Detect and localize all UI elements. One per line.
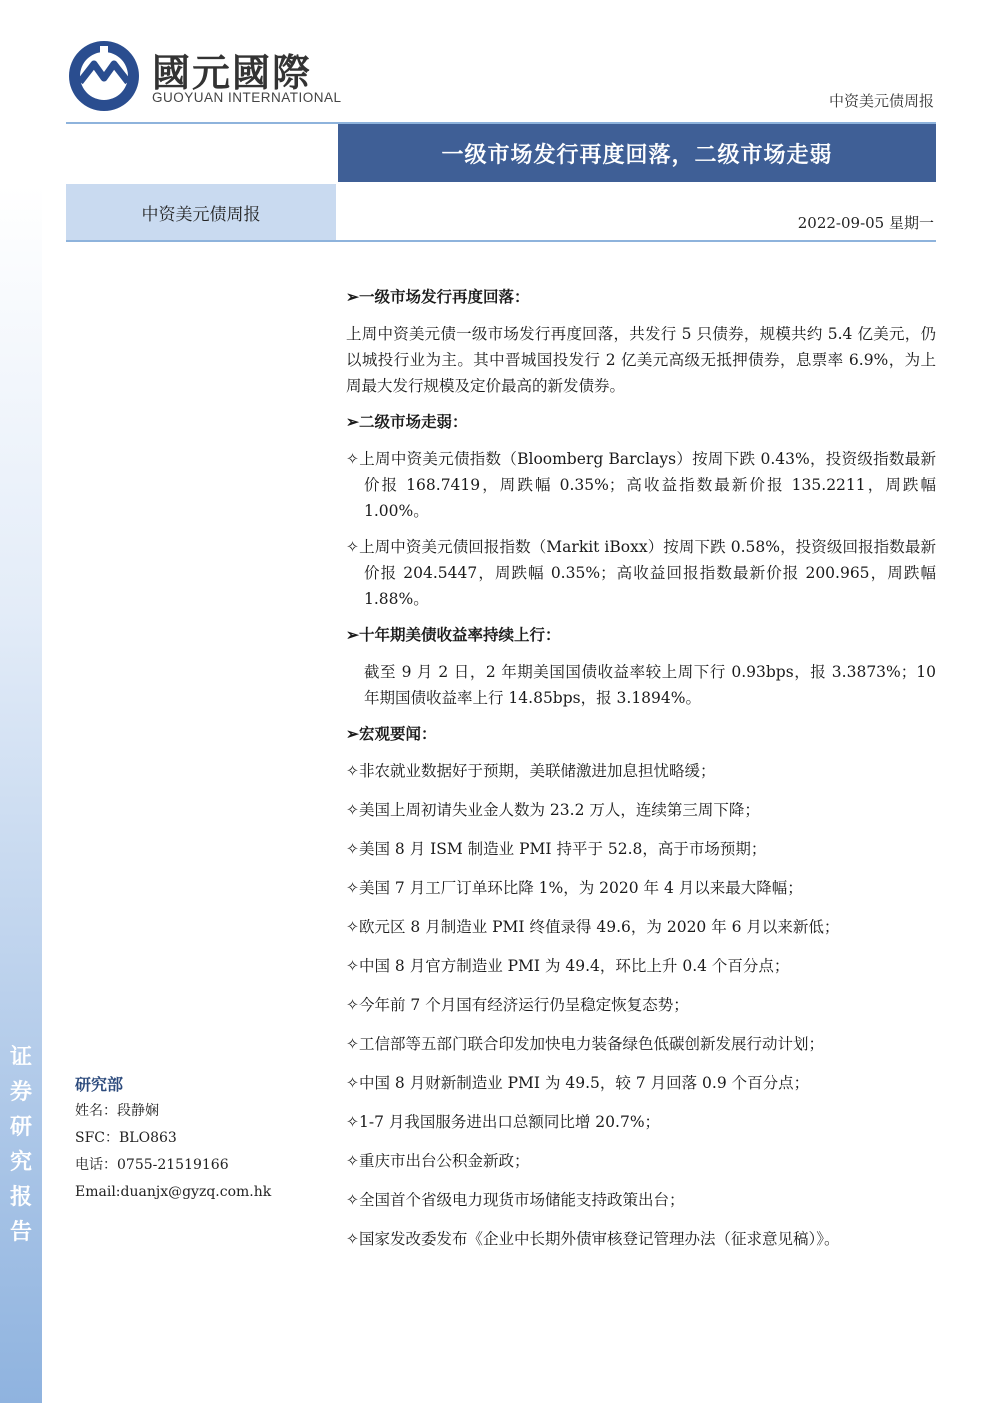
macro-news-item: ✧欧元区 8 月制造业 PMI 终值录得 49.6，为 2020 年 6 月以来新低； (346, 918, 840, 936)
department-heading: 研究部 (75, 1075, 124, 1094)
section-heading-primary: ➢一级市场发行再度回落： (346, 287, 530, 306)
analyst-phone: 电话：0755-21519166 (75, 1157, 229, 1173)
macro-news-item: ✧工信部等五部门联合印发加快电力装备绿色低碳创新发展行动计划； (346, 1035, 824, 1053)
macro-news-item: ✧非农就业数据好于预期，美联储激进加息担忧略缓； (346, 762, 716, 780)
analyst-sfc: SFC：BLO863 (75, 1130, 177, 1146)
section-heading-macro: ➢宏观要闻： (346, 724, 437, 743)
report-type-label: 中资美元债周报 (828, 92, 934, 110)
side-vertical-label: 证券研究报告 (9, 1044, 32, 1245)
macro-news-item: ✧中国 8 月官方制造业 PMI 为 49.4，环比上升 0.4 个百分点； (346, 957, 790, 975)
subheader-divider (66, 240, 936, 242)
secondary-bullet: ✧上周中资美元债回报指数（Markit iBoxx）按周下跌 0.58%，投资级回报指数最新价报 204.5447，周跌幅 0.35%；高收益回报指数最新价报 200.965，周跌幅 1.88%。 (346, 538, 936, 608)
macro-news-item: ✧美国上周初请失业金人数为 23.2 万人，连续第三周下降； (346, 801, 760, 819)
logo-chinese-name: 國元國際 (152, 51, 313, 95)
analyst-name: 姓名：段静娴 (75, 1103, 159, 1119)
secondary-bullet: ✧上周中资美元债指数（Bloomberg Barclays）按周下跌 0.43%，投资级指数最新价报 168.7419，周跌幅 0.35%；高收益指数最新价报 135.2211，周跌幅 1.00%。 (346, 450, 936, 520)
macro-news-item: ✧美国 8 月 ISM 制造业 PMI 持平于 52.8，高于市场预期； (346, 840, 767, 858)
treasury-paragraph: 截至 9 月 2 日，2 年期美国国债收益率较上周下行 0.93bps，报 3.3873%；10 年期国债收益率上行 14.85bps，报 3.1894%。 (364, 663, 936, 707)
macro-news-item: ✧1-7 月我国服务进出口总额同比增 20.7%； (346, 1113, 661, 1131)
logo-emblem-icon (66, 38, 142, 114)
section-heading-secondary: ➢二级市场走弱： (346, 412, 468, 431)
macro-news-item: ✧中国 8 月财新制造业 PMI 为 49.5，较 7 月回落 0.9 个百分点； (346, 1074, 810, 1092)
macro-news-item: ✧全国首个省级电力现货市场储能支持政策出台； (346, 1191, 685, 1209)
company-logo (66, 36, 346, 116)
analyst-email: Email:duanjx@gyzq.com.hk (75, 1184, 272, 1200)
macro-news-item: ✧国家发改委发布《企业中长期外债审核登记管理办法（征求意见稿）》。 (346, 1230, 840, 1248)
report-date: 2022-09-05 星期一 (797, 214, 934, 232)
report-category: 中资美元债周报 (66, 184, 336, 240)
macro-news-item: ✧美国 7 月工厂订单环比降 1%，为 2020 年 4 月以来最大降幅； (346, 879, 803, 897)
analyst-contact (75, 1071, 271, 1206)
primary-market-paragraph: 上周中资美元债一级市场发行再度回落，共发行 5 只债券，规模共约 5.4 亿美元，仍以城投行业为主。其中晋城国投发行 2 亿美元高级无抵押债券，息票率 6.9%，为上周最大发行规模及定价最高的新发债券。 (346, 325, 936, 395)
main-content (346, 284, 936, 1265)
section-heading-treasury: ➢十年期美债收益率持续上行： (346, 625, 561, 644)
macro-news-item: ✧今年前 7 个月国有经济运行仍呈稳定恢复态势； (346, 996, 689, 1014)
report-title: 一级市场发行再度回落，二级市场走弱 (338, 124, 936, 182)
logo-english-name: GUOYUAN INTERNATIONAL (152, 90, 342, 105)
macro-news-item: ✧重庆市出台公积金新政； (346, 1152, 530, 1170)
